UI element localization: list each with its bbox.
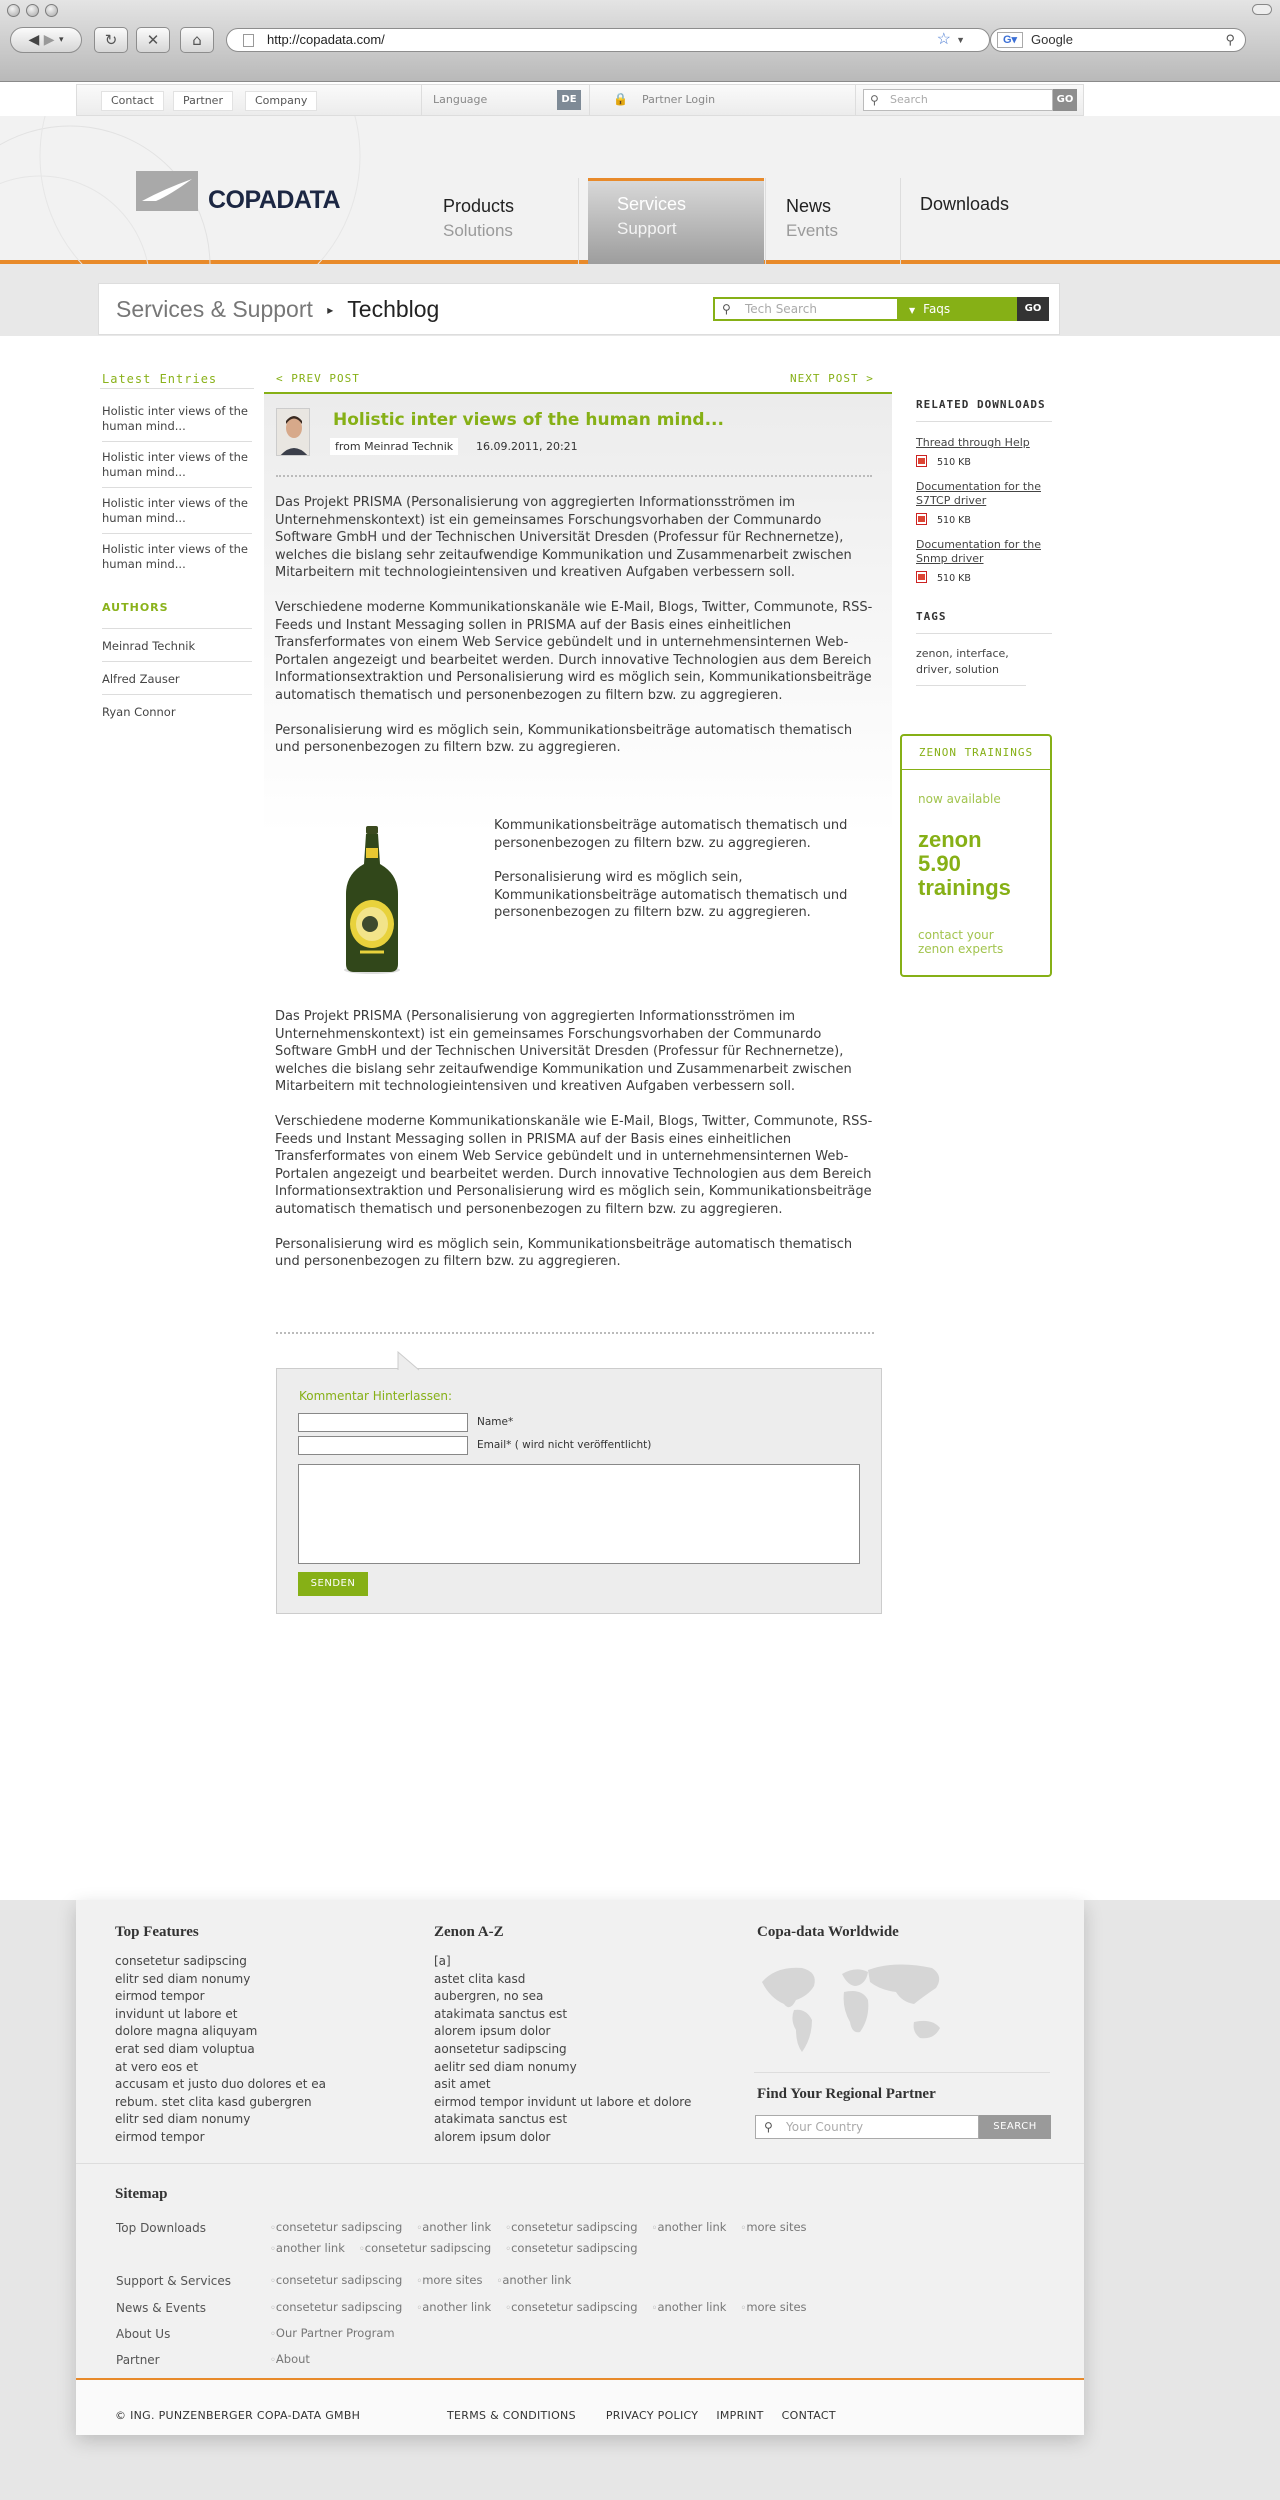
partner-link[interactable]: Partner xyxy=(173,91,233,111)
sitemap-links xyxy=(270,2352,850,2366)
divider xyxy=(765,178,766,264)
post-paragraph: Verschiedene moderne Kommunikationskanäle wie E-Mail, Blogs, Twitter, Communote, RSS-Feeds und Instant Messaging sollen in PRISMA auf der Basis eines einheitlichen Transferformates von einem Web Service gebündelt und in unternehmensinternen Web-Portalen angezeigt und bearbeitet werden. Durch innovative Technologien aus dem Bereich Informationsextraktion und Personalisierung wird es möglich sein, Kommunikationsbeiträge automatisch thematisch und personenbezogen zu filtern bzw. zu aggregieren. xyxy=(275,1113,873,1217)
site-search-placeholder: Search xyxy=(890,93,928,106)
pdf-icon-mark xyxy=(918,516,925,522)
left-sidebar xyxy=(102,372,252,727)
browser-chrome xyxy=(0,0,1280,82)
author-link[interactable]: Meinrad Technik xyxy=(102,639,252,662)
trainings-heading: ZENON TRAININGS xyxy=(902,736,1050,770)
nav-events-label[interactable]: Events xyxy=(786,221,838,240)
address-text: http://copadata.com/ xyxy=(267,32,385,47)
latest-entry-link[interactable]: Holistic inter views of the human mind... xyxy=(102,496,252,534)
footer-link[interactable]: [a] xyxy=(434,1954,451,1968)
worldwide-heading: Copa-data Worldwide xyxy=(757,1924,899,1940)
trainings-contact-link[interactable]: contact your zenon experts xyxy=(918,928,1004,956)
page-icon xyxy=(243,34,254,47)
stop-icon: ✕ xyxy=(146,31,160,49)
logo-mark xyxy=(136,171,198,211)
window-zoom-button[interactable] xyxy=(45,4,58,17)
footer-link[interactable]: rebum. stet clita kasd gubergren xyxy=(115,2094,312,2109)
sitemap-label[interactable]: Partner xyxy=(116,2353,160,2367)
pdf-icon-mark xyxy=(918,458,925,464)
contact-link[interactable]: Contact xyxy=(101,91,164,111)
nav-downloads[interactable] xyxy=(920,194,1009,215)
site-search-input[interactable] xyxy=(863,89,1053,111)
sitemap-link[interactable]: ◦ another link xyxy=(652,2220,727,2234)
page-title: Techblog xyxy=(347,296,440,322)
web-search-field[interactable] xyxy=(990,28,1246,52)
trainings-available: now available xyxy=(918,792,1001,806)
divider xyxy=(855,85,856,115)
sitemap-link[interactable]: ◦ another link xyxy=(652,2300,727,2314)
trainings-box[interactable] xyxy=(900,734,1052,977)
logo-text[interactable]: COPADATA xyxy=(208,186,341,214)
home-icon: ⌂ xyxy=(192,31,202,49)
sitemap-link[interactable]: ◦ another link xyxy=(270,2241,345,2255)
post-paragraph: Personalisierung wird es möglich sein, Kommunikationsbeiträge automatisch thematisch und personenbezogen zu filtern bzw. zu aggregieren. xyxy=(494,870,848,921)
web-search-placeholder: Google xyxy=(1031,32,1073,47)
trainings-title-line: zenon xyxy=(918,827,982,852)
bookmark-star-icon[interactable]: ☆ xyxy=(936,31,951,48)
sitemap-link[interactable]: ◦ consetetur sadipscing xyxy=(505,2220,637,2234)
comment-textarea[interactable] xyxy=(298,1464,860,1564)
footer-link[interactable]: elitr sed diam nonumy xyxy=(115,1971,251,1986)
faqs-dropdown[interactable] xyxy=(899,297,1017,321)
window-minimize-button[interactable] xyxy=(26,4,39,17)
tags-heading: TAGS xyxy=(916,610,1052,634)
tag-list[interactable]: zenon, interface, driver, solution xyxy=(916,646,1026,686)
toolbar-toggle-button[interactable] xyxy=(1252,4,1272,15)
sitemap-link[interactable]: ◦ consetetur sadipscing xyxy=(270,2300,402,2314)
sitemap-label[interactable]: Support & Services xyxy=(116,2274,232,2288)
footer-link[interactable]: asit amet xyxy=(434,2077,491,2092)
beer-bottle-image xyxy=(340,824,404,974)
sitemap-label[interactable]: News & Events xyxy=(116,2301,207,2315)
privacy-link[interactable]: PRIVACY POLICY xyxy=(605,2409,699,2422)
trainings-title-line: 5.90 xyxy=(918,851,961,876)
trainings-title-line: trainings xyxy=(918,875,1011,900)
footer-link[interactable]: alorem ipsum dolor xyxy=(434,2024,551,2039)
nav-solutions-label[interactable]: Solutions xyxy=(443,221,513,240)
reload-icon: ↻ xyxy=(104,31,118,49)
search-icon: ⚲ xyxy=(764,2120,773,2134)
footer-link[interactable]: eirmod tempor xyxy=(115,2129,205,2144)
right-sidebar xyxy=(916,398,1052,686)
footer-link[interactable]: invidunt ut labore et xyxy=(115,2006,238,2021)
imprint-link[interactable]: IMPRINT xyxy=(716,2409,764,2422)
download-size: 510 KB xyxy=(937,573,971,584)
footer-link[interactable]: atakimata sanctus est xyxy=(434,2112,568,2127)
sitemap-label[interactable]: About Us xyxy=(116,2327,171,2341)
download-link[interactable]: Documentation for the S7TCP driver xyxy=(916,480,1041,507)
footer-link[interactable]: erat sed diam voluptua xyxy=(115,2041,255,2056)
sitemap-link[interactable]: ◦ another link xyxy=(416,2300,491,2314)
pdf-icon-mark xyxy=(918,574,925,580)
sitemap-link[interactable]: ◦ more sites xyxy=(740,2220,806,2234)
prev-post-link[interactable]: < PREV POST xyxy=(276,372,360,385)
sitemap-link[interactable]: ◦ consetetur sadipscing xyxy=(505,2241,637,2255)
post-paragraph: Kommunikationsbeiträge automatisch thematisch und personenbezogen zu filtern bzw. zu aggregieren. xyxy=(494,818,848,851)
faqs-label: Faqs xyxy=(923,302,951,316)
speech-tail xyxy=(397,1351,427,1371)
tech-search-input[interactable] xyxy=(713,297,899,321)
sitemap-link[interactable]: ◦ consetetur sadipscing xyxy=(270,2273,402,2287)
footer-bottom-links xyxy=(447,2409,836,2422)
post-aside-text xyxy=(494,817,880,922)
dotted-divider xyxy=(276,1332,874,1334)
nav-services[interactable] xyxy=(617,194,686,239)
copyright: © ING. PUNZENBERGER COPA-DATA GMBH xyxy=(115,2409,361,2422)
nav-downloads-label: Downloads xyxy=(920,194,1010,214)
company-link[interactable]: Company xyxy=(245,91,317,111)
sitemap-link[interactable]: ◦ another link xyxy=(496,2273,571,2287)
post-body-continued xyxy=(275,1008,879,1271)
sitemap-links xyxy=(270,2300,850,2314)
post-paragraph: Personalisierung wird es möglich sein, Kommunikationsbeiträge automatisch thematisch und personenbezogen zu filtern bzw. zu aggregieren. xyxy=(275,1236,853,1270)
window-close-button[interactable] xyxy=(7,4,20,17)
footer-link[interactable]: eirmod tempor xyxy=(115,1989,205,2004)
url-dropdown-icon[interactable]: ▼ xyxy=(956,35,965,45)
terms-link[interactable]: TERMS & CONDITIONS xyxy=(447,2409,576,2422)
latest-entries-heading: Latest Entries xyxy=(102,372,218,386)
country-input[interactable] xyxy=(755,2115,979,2139)
site-search-go-button[interactable]: GO xyxy=(1053,89,1077,111)
footer-link[interactable]: accusam et justo duo dolores et ea xyxy=(115,2077,326,2092)
sitemap-link[interactable]: ◦ consetetur sadipscing xyxy=(505,2300,637,2314)
comment-heading: Kommentar Hinterlassen: xyxy=(299,1389,452,1403)
post-date: 16.09.2011, 20:21 xyxy=(476,440,578,453)
post-title: Holistic inter views of the human mind... xyxy=(333,410,724,430)
author-avatar xyxy=(276,408,310,456)
contact-footer-link[interactable]: CONTACT xyxy=(781,2409,836,2422)
footer-bottom-strip xyxy=(76,2380,1084,2435)
email-input[interactable] xyxy=(298,1436,468,1455)
top-features-heading: Top Features xyxy=(115,1924,199,1940)
language-selector[interactable]: DE xyxy=(557,90,581,110)
post-author[interactable]: from Meinrad Technik xyxy=(330,438,458,455)
footer-link[interactable]: consetetur sadipscing xyxy=(115,1954,247,1968)
sitemap-links xyxy=(270,2326,850,2340)
sitemap-links xyxy=(270,2220,850,2234)
comment-form xyxy=(276,1368,882,1614)
nav-news-label: News xyxy=(786,196,832,216)
trainings-title xyxy=(918,828,1011,900)
sitemap-heading: Sitemap xyxy=(115,2186,168,2202)
related-downloads-heading: RELATED DOWNLOADS xyxy=(916,398,1052,422)
sitemap-link[interactable]: ◦ consetetur sadipscing xyxy=(270,2220,402,2234)
latest-entry-link[interactable]: Holistic inter views of the human mind... xyxy=(102,404,252,442)
latest-entry-link[interactable]: Holistic inter views of the human mind... xyxy=(102,542,248,571)
pdf-icon xyxy=(916,455,927,467)
reload-button[interactable] xyxy=(94,27,128,53)
breadcrumb-trail xyxy=(116,296,439,323)
breadcrumb-arrow-icon: ▸ xyxy=(327,303,334,317)
country-search-button[interactable]: SEARCH xyxy=(979,2115,1051,2139)
back-icon[interactable]: ◀ xyxy=(28,32,40,48)
author-link[interactable]: Alfred Zauser xyxy=(102,672,252,695)
home-button[interactable] xyxy=(180,27,214,53)
download-size: 510 KB xyxy=(937,515,971,526)
name-input[interactable] xyxy=(298,1413,468,1432)
regional-partner-heading: Find Your Regional Partner xyxy=(757,2086,936,2102)
footer-link[interactable]: aelitr sed diam nonumy xyxy=(434,2059,577,2074)
post-paragraph: Verschiedene moderne Kommunikationskanäle wie E-Mail, Blogs, Twitter, Communote, RSS-Feeds und Instant Messaging sollen in PRISMA auf der Basis eines einheitlichen Transferformates von einem Web Service gebündelt und in unternehmensinternen Web-Portalen angezeigt und bearbeitet werden. Durch innovative Technologien aus dem Bereich Informationsextraktion und Personalisierung wird es möglich sein, Kommunikationsbeiträge automatisch thematisch und personenbezogen zu filtern bzw. zu aggregieren. xyxy=(275,599,873,703)
top-features-list xyxy=(115,1953,326,2147)
nav-products-label: Products xyxy=(443,196,515,216)
post-paragraph: Personalisierung wird es möglich sein, Kommunikationsbeiträge automatisch thematisch und personenbezogen zu filtern bzw. zu aggregieren. xyxy=(275,722,853,756)
nav-products[interactable] xyxy=(443,196,514,241)
utility-bar xyxy=(76,84,1084,116)
sitemap-link[interactable]: ◦ About xyxy=(270,2352,310,2366)
footer-link[interactable]: at vero eos et xyxy=(115,2059,199,2074)
sitemap-links xyxy=(270,2273,850,2287)
forward-icon[interactable]: ▶ xyxy=(43,32,55,48)
sitemap-label[interactable]: Top Downloads xyxy=(116,2221,206,2235)
partner-login-link[interactable]: Partner Login xyxy=(642,93,716,106)
footer-link[interactable]: eirmod tempor invidunt ut labore et dolore xyxy=(434,2094,692,2109)
nav-news[interactable] xyxy=(786,196,838,241)
download-item xyxy=(916,538,1052,584)
divider xyxy=(754,2072,1050,2073)
pdf-icon xyxy=(916,513,927,525)
nav-services-label: Services xyxy=(617,194,687,214)
address-bar[interactable] xyxy=(226,28,990,52)
search-icon: ⚲ xyxy=(722,302,731,316)
country-placeholder: Your Country xyxy=(786,2120,864,2134)
magnifier-icon[interactable]: ⚲ xyxy=(1225,32,1235,47)
footer-link[interactable]: aonsetetur sadipscing xyxy=(434,2041,567,2056)
download-item xyxy=(916,436,1052,468)
world-map[interactable] xyxy=(756,1952,956,2062)
divider xyxy=(900,178,901,264)
tech-search-go-button[interactable]: GO xyxy=(1017,297,1049,321)
sitemap-link[interactable]: ◦ more sites xyxy=(416,2273,482,2287)
next-post-link[interactable]: NEXT POST > xyxy=(790,372,874,385)
breadcrumb-section[interactable]: Services & Support xyxy=(116,296,313,322)
language-label: Language xyxy=(433,93,488,106)
download-item xyxy=(916,480,1052,526)
lock-icon: 🔒 xyxy=(613,92,628,106)
sitemap-link[interactable]: ◦ consetetur sadipscing xyxy=(359,2241,491,2255)
email-label: Email* ( wird nicht veröffentlicht) xyxy=(477,1439,652,1451)
divider xyxy=(76,2163,1084,2164)
dotted-divider xyxy=(276,475,872,477)
submit-comment-button[interactable]: SENDEN xyxy=(298,1572,368,1596)
sitemap-links xyxy=(270,2241,850,2255)
download-link[interactable]: Thread through Help xyxy=(916,436,1030,449)
post-paragraph: Das Projekt PRISMA (Personalisierung von aggregierten Informationsströmen im Unternehmenskontext) ist ein gemeinsames Forschungsvorhaben der Communardo Software GmbH und der Technischen Universität Dresden (Professur für Rechnernetze), welches die bislang sehr zeitaufwendige Kommunikation und Zusammenarbeit zwischen Mitarbeitern mit technologieintensiven und kreativen Aufgaben verbessern soll. xyxy=(275,495,852,581)
sitemap-link[interactable]: ◦ another link xyxy=(416,2220,491,2234)
download-size: 510 KB xyxy=(937,457,971,468)
nav-support-label[interactable]: Support xyxy=(617,219,677,238)
authors-heading: AUTHORS xyxy=(102,601,169,614)
divider xyxy=(578,178,579,264)
footer-link[interactable]: elitr sed diam nonumy xyxy=(115,2112,251,2127)
latest-entry-link[interactable]: Holistic inter views of the human mind... xyxy=(102,450,252,488)
sitemap-link[interactable]: ◦ Our Partner Program xyxy=(270,2326,395,2340)
person-icon xyxy=(277,409,310,456)
footer-link[interactable]: alorem ipsum dolor xyxy=(434,2129,551,2144)
history-dropdown-icon[interactable]: ▾ xyxy=(58,35,64,45)
breadcrumb xyxy=(98,283,1060,335)
stop-button[interactable] xyxy=(136,27,170,53)
zenon-az-list xyxy=(434,1953,691,2147)
bottle-icon xyxy=(340,824,404,974)
name-label: Name* xyxy=(477,1416,514,1428)
google-engine-icon[interactable]: G▾ xyxy=(997,32,1023,48)
tech-search-placeholder: Tech Search xyxy=(745,302,817,316)
post-body xyxy=(275,494,879,757)
footer-link[interactable]: astet clita kasd xyxy=(434,1971,526,1986)
footer-link[interactable]: dolore magna aliquyam xyxy=(115,2024,258,2039)
author-link[interactable]: Ryan Connor xyxy=(102,705,176,719)
download-link[interactable]: Documentation for the Snmp driver xyxy=(916,538,1041,565)
divider xyxy=(100,388,254,389)
search-icon: ⚲ xyxy=(870,93,879,107)
sitemap-link[interactable]: ◦ more sites xyxy=(740,2300,806,2314)
dropdown-icon: ▼ xyxy=(909,306,916,315)
post-paragraph: Das Projekt PRISMA (Personalisierung von aggregierten Informationsströmen im Unternehmenskontext) ist ein gemeinsames Forschungsvorhaben der Communardo Software GmbH und der Technischen Universität Dresden (Professur für Rechnernetze), welches die bislang sehr zeitaufwendige Kommunikation und Zusammenarbeit zwischen Mitarbeitern mit technologieintensiven und kreativen Aufgaben verbessern soll. xyxy=(275,1009,852,1095)
divider xyxy=(421,85,422,115)
back-forward-button[interactable] xyxy=(10,27,82,53)
footer-link[interactable]: aubergren, no sea xyxy=(434,1989,544,2004)
footer-link[interactable]: atakimata sanctus est xyxy=(434,2006,568,2021)
bird-icon xyxy=(136,171,198,211)
divider xyxy=(589,85,590,115)
zenon-az-heading: Zenon A-Z xyxy=(434,1924,504,1940)
pdf-icon xyxy=(916,571,927,583)
